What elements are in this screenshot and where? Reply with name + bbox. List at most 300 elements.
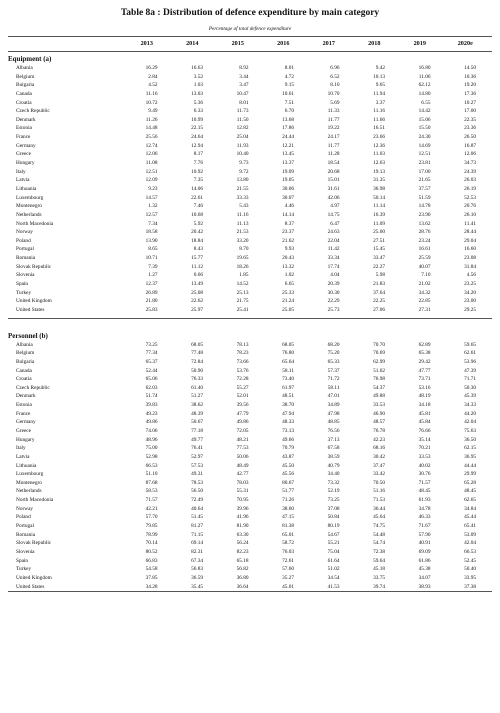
value-cell: 25.73 <box>327 306 340 313</box>
value-cell: 68.05 <box>282 341 294 348</box>
value-cell: 47.15 <box>282 514 294 521</box>
value-cell: 52.53 <box>464 194 476 201</box>
value-cell: 30.76 <box>418 471 431 478</box>
value-cell: 21.02 <box>418 281 431 288</box>
value-cell: 20.39 <box>327 281 340 288</box>
value-cell: 38.62 <box>191 402 203 409</box>
value-cell: 48.96 <box>145 436 158 443</box>
value-cell: 61.97 <box>282 384 294 391</box>
table-row <box>8 565 492 574</box>
value-cell: 81.90 <box>236 523 249 530</box>
value-cell: 59.65 <box>464 341 476 348</box>
value-cell: 70.70 <box>373 341 385 348</box>
value-cell: 42.06 <box>327 194 340 201</box>
value-cell: 52.44 <box>145 367 158 374</box>
value-cell: 10.70 <box>327 90 340 97</box>
year-header: 2016 <box>277 40 290 47</box>
value-cell: 54.58 <box>145 566 158 573</box>
value-cell: 68.05 <box>191 341 203 348</box>
value-cell: 19.09 <box>282 168 294 175</box>
value-cell: 56.82 <box>236 566 249 573</box>
value-cell: 33.47 <box>373 255 385 262</box>
value-cell: 6.96 <box>330 65 340 71</box>
value-cell: 37.57 <box>418 185 431 192</box>
value-cell: 7.34 <box>148 220 158 227</box>
value-cell: 70.79 <box>282 445 294 452</box>
table-row <box>8 263 492 272</box>
table-row <box>8 574 492 583</box>
value-cell: 40.91 <box>418 540 431 547</box>
value-cell: 36.64 <box>236 583 249 590</box>
value-cell: 30.07 <box>282 194 294 201</box>
value-cell: 53.09 <box>464 531 476 538</box>
value-cell: 33.34 <box>327 255 340 262</box>
year-header: 2019 <box>413 40 426 47</box>
value-cell: 7.46 <box>193 203 203 210</box>
value-cell: 53.76 <box>236 367 249 374</box>
value-cell: 71.57 <box>418 479 431 486</box>
value-cell: 21.75 <box>236 298 249 305</box>
value-cell: 4.97 <box>330 203 340 210</box>
value-cell: 48.51 <box>282 393 294 400</box>
country-label: Luxembourg <box>16 471 44 478</box>
country-label: Greece <box>16 151 31 158</box>
value-cell: 54.67 <box>327 531 340 538</box>
value-cell: 16.61 <box>418 246 431 253</box>
value-cell: 6.55 <box>421 99 431 106</box>
value-cell: 10.61 <box>282 90 294 97</box>
country-label: Estonia <box>16 125 32 132</box>
value-cell: 52.45 <box>464 557 476 564</box>
value-cell: 67.58 <box>327 445 340 452</box>
value-cell: 42.04 <box>464 540 476 547</box>
value-cell: 76.33 <box>191 376 203 383</box>
table-row <box>8 116 492 125</box>
value-cell: 34.32 <box>418 289 431 296</box>
value-cell: 9.93 <box>284 246 294 253</box>
value-cell: 6.70 <box>284 108 294 115</box>
value-cell: 65.28 <box>464 479 476 486</box>
value-cell: 8.37 <box>284 220 294 227</box>
table-row <box>8 124 492 133</box>
value-cell: 11.16 <box>373 108 385 115</box>
value-cell: 22.61 <box>191 194 203 201</box>
value-cell: 71.67 <box>418 523 431 530</box>
value-cell: 52.19 <box>327 488 340 495</box>
table-row <box>8 557 492 566</box>
table-row <box>8 522 492 531</box>
value-cell: 73.66 <box>236 358 249 365</box>
country-label: North Macedonia <box>16 220 54 227</box>
table-row <box>8 384 492 393</box>
value-cell: 61.64 <box>327 557 340 564</box>
value-cell: 29.04 <box>464 237 476 244</box>
value-cell: 16.29 <box>145 65 158 71</box>
value-cell: 15.01 <box>327 177 340 184</box>
value-cell: 35.14 <box>418 436 431 443</box>
value-cell: 8.70 <box>239 246 249 253</box>
value-cell: 14.78 <box>418 203 431 210</box>
value-cell: 11.26 <box>145 116 158 123</box>
country-label: Italy <box>16 168 26 175</box>
value-cell: 22.27 <box>373 263 385 270</box>
value-cell: 10.36 <box>464 73 476 80</box>
value-cell: 54.48 <box>373 531 385 538</box>
value-cell: 11.16 <box>145 90 158 97</box>
value-cell: 17.00 <box>418 168 431 175</box>
value-cell: 79.85 <box>145 523 158 530</box>
value-cell: 11.33 <box>327 108 340 115</box>
value-cell: 52.97 <box>191 453 203 460</box>
value-cell: 71.57 <box>145 497 158 504</box>
country-label: Poland <box>16 237 31 244</box>
value-cell: 57.53 <box>191 462 203 469</box>
value-cell: 9.73 <box>239 160 249 167</box>
value-cell: 22.15 <box>191 125 203 132</box>
value-cell: 23.66 <box>373 134 385 141</box>
value-cell: 82.23 <box>236 548 249 555</box>
country-label: Bulgaria <box>16 358 35 365</box>
value-cell: 16.39 <box>373 211 385 218</box>
value-cell: 51.77 <box>282 488 294 495</box>
country-label: United States <box>16 306 45 313</box>
value-cell: 77.53 <box>236 445 249 452</box>
value-cell: 26.89 <box>145 289 158 296</box>
value-cell: 33.20 <box>236 237 249 244</box>
value-cell: 17.86 <box>282 125 294 132</box>
value-cell: 4.46 <box>284 203 294 210</box>
value-cell: 11.93 <box>236 142 249 149</box>
value-cell: 70.69 <box>373 350 385 357</box>
value-cell: 5.92 <box>193 220 203 227</box>
value-cell: 33.53 <box>418 453 431 460</box>
column-header-row <box>8 36 492 52</box>
value-cell: 61.93 <box>418 497 431 504</box>
value-cell: 51.02 <box>327 566 340 573</box>
value-cell: 38.70 <box>282 402 294 409</box>
table-row <box>8 99 492 108</box>
value-cell: 77.34 <box>145 350 158 357</box>
value-cell: 58.11 <box>282 367 294 374</box>
country-label: Slovenia <box>16 548 35 555</box>
value-cell: 13.62 <box>418 220 431 227</box>
value-cell: 65.01 <box>282 531 294 538</box>
table-row <box>8 185 492 194</box>
value-cell: 3.52 <box>193 73 203 80</box>
value-cell: 28.44 <box>464 229 476 236</box>
value-cell: 71.26 <box>282 497 294 504</box>
table-row <box>8 470 492 479</box>
country-label: Netherlands <box>16 211 42 218</box>
table-row <box>8 237 492 246</box>
value-cell: 33.53 <box>373 402 385 409</box>
value-cell: 44.20 <box>464 410 476 417</box>
value-cell: 2.84 <box>148 73 158 80</box>
value-cell: 24.63 <box>327 229 340 236</box>
value-cell: 36.50 <box>464 436 476 443</box>
value-cell: 14.52 <box>236 281 249 288</box>
value-cell: 4.56 <box>466 272 476 279</box>
country-label: Latvia <box>16 453 30 460</box>
value-cell: 57.60 <box>282 566 294 573</box>
value-cell: 22.04 <box>327 237 340 244</box>
value-cell: 12.82 <box>236 125 249 132</box>
value-cell: 11.66 <box>373 116 385 123</box>
value-cell: 12.21 <box>282 142 294 149</box>
country-label: Montenegro <box>16 479 42 486</box>
table-row <box>8 453 492 462</box>
value-cell: 55.31 <box>236 488 249 495</box>
value-cell: 34.54 <box>327 574 340 581</box>
value-cell: 5.43 <box>239 203 249 210</box>
value-cell: 11.77 <box>327 142 340 149</box>
value-cell: 11.94 <box>373 90 385 97</box>
value-cell: 75.63 <box>464 427 476 434</box>
country-label: Denmark <box>16 393 36 400</box>
value-cell: 18.58 <box>145 229 158 236</box>
table-row <box>8 341 492 350</box>
value-cell: 12.37 <box>145 281 158 288</box>
value-cell: 34.28 <box>145 583 158 590</box>
value-cell: 11.73 <box>236 108 249 115</box>
value-cell: 49.31 <box>191 471 203 478</box>
year-header: 2020e <box>457 40 473 47</box>
value-cell: 51.27 <box>191 393 203 400</box>
value-cell: 30.42 <box>373 453 385 460</box>
value-cell: 10.99 <box>191 116 203 123</box>
value-cell: 33.33 <box>236 194 249 201</box>
value-cell: 33.95 <box>464 574 476 581</box>
table-row <box>8 159 492 168</box>
value-cell: 51.02 <box>373 367 385 374</box>
value-cell: 52.98 <box>145 453 158 460</box>
value-cell: 25.83 <box>145 306 158 313</box>
table-row <box>8 73 492 82</box>
value-cell: 54.37 <box>373 384 385 391</box>
value-cell: 30.06 <box>282 185 294 192</box>
value-cell: 36.95 <box>464 453 476 460</box>
value-cell: 23.90 <box>418 211 431 218</box>
country-label: Spain <box>16 281 29 288</box>
value-cell: 52.01 <box>236 393 249 400</box>
value-cell: 10.13 <box>373 73 385 80</box>
value-cell: 4.72 <box>284 73 294 80</box>
value-cell: 8.01 <box>239 99 249 106</box>
value-cell: 12.36 <box>373 142 385 149</box>
country-label: Czech Republic <box>16 384 50 391</box>
country-label: United States <box>16 583 45 590</box>
value-cell: 73.32 <box>327 479 340 486</box>
value-cell: 23.25 <box>464 281 476 288</box>
value-cell: 58.72 <box>282 540 294 547</box>
value-cell: 4.52 <box>148 82 158 89</box>
value-cell: 22.29 <box>327 298 340 305</box>
value-cell: 16.80 <box>418 65 431 71</box>
value-cell: 73.25 <box>327 497 340 504</box>
value-cell: 13.90 <box>145 237 158 244</box>
table-row <box>8 375 492 384</box>
value-cell: 25.97 <box>191 306 203 313</box>
value-cell: 11.08 <box>145 160 158 167</box>
value-cell: 45.39 <box>464 393 476 400</box>
table-row <box>8 513 492 522</box>
value-cell: 56.83 <box>191 566 203 573</box>
personnel-section <box>8 331 492 592</box>
value-cell: 61.86 <box>418 557 431 564</box>
country-label: Turkey <box>16 289 32 296</box>
value-cell: 28.76 <box>418 229 431 236</box>
country-label: Canada <box>16 367 32 374</box>
value-cell: 23.81 <box>418 160 431 167</box>
country-label: Belgium <box>16 73 35 80</box>
value-cell: 21.83 <box>373 281 385 288</box>
value-cell: 10.71 <box>145 255 158 262</box>
value-cell: 76.41 <box>191 445 203 452</box>
table-row <box>8 418 492 427</box>
value-cell: 45.01 <box>282 583 294 590</box>
value-cell: 72.28 <box>236 376 249 383</box>
value-cell: 31.61 <box>327 185 340 192</box>
value-cell: 81.27 <box>191 523 203 530</box>
value-cell: 25.08 <box>191 289 203 296</box>
value-cell: 68.20 <box>327 341 340 348</box>
value-cell: 12.06 <box>145 151 158 158</box>
value-cell: 62.65 <box>464 497 476 504</box>
value-cell: 80.67 <box>282 479 294 486</box>
value-cell: 25.33 <box>282 289 294 296</box>
table-row <box>8 228 492 237</box>
value-cell: 46.33 <box>418 514 431 521</box>
value-cell: 48.39 <box>191 410 203 417</box>
value-cell: 42.23 <box>373 436 385 443</box>
value-cell: 62.61 <box>464 350 476 357</box>
value-cell: 73.71 <box>418 376 431 383</box>
country-label: Croatia <box>16 99 32 106</box>
value-cell: 40.79 <box>327 462 340 469</box>
country-label: France <box>16 410 31 417</box>
value-cell: 7.51 <box>284 99 294 106</box>
personnel-rows <box>8 341 492 592</box>
value-cell: 34.89 <box>327 402 340 409</box>
value-cell: 12.06 <box>464 151 476 158</box>
value-cell: 10.92 <box>191 168 203 175</box>
value-cell: 34.78 <box>418 505 431 512</box>
value-cell: 65.33 <box>327 358 340 365</box>
value-cell: 29.42 <box>418 358 431 365</box>
country-label: Canada <box>16 90 32 97</box>
value-cell: 62.99 <box>373 358 385 365</box>
value-cell: 23.08 <box>464 255 476 262</box>
value-cell: 37.13 <box>327 436 340 443</box>
value-cell: 76.66 <box>418 427 431 434</box>
table-row <box>8 444 492 453</box>
value-cell: 21.53 <box>236 229 249 236</box>
value-cell: 8.65 <box>148 246 158 253</box>
value-cell: 69.09 <box>418 548 431 555</box>
value-cell: 49.86 <box>145 419 158 426</box>
value-cell: 10.47 <box>236 90 249 97</box>
value-cell: 67.34 <box>191 557 203 564</box>
value-cell: 73.25 <box>145 341 158 348</box>
table-subtitle: Percentage of total defence expenditure <box>208 26 292 32</box>
value-cell: 39.74 <box>373 583 385 590</box>
value-cell: 14.42 <box>418 108 431 115</box>
country-label: Hungary <box>16 436 35 443</box>
value-cell: 12.74 <box>145 142 158 149</box>
value-cell: 11.77 <box>327 116 340 123</box>
value-cell: 26.50 <box>464 134 476 141</box>
value-cell: 19.22 <box>327 125 340 132</box>
table-row <box>8 410 492 419</box>
value-cell: 10.68 <box>191 211 203 218</box>
value-cell: 25.59 <box>418 255 431 262</box>
value-cell: 16.51 <box>373 125 385 132</box>
value-cell: 13.45 <box>282 151 294 158</box>
value-cell: 45.81 <box>418 410 431 417</box>
value-cell: 33.75 <box>373 574 385 581</box>
year-header: 2015 <box>231 40 244 47</box>
value-cell: 37.47 <box>373 462 385 469</box>
value-cell: 47.98 <box>327 410 340 417</box>
value-cell: 56.24 <box>236 540 249 547</box>
value-cell: 9.23 <box>148 185 158 192</box>
value-cell: 25.41 <box>236 306 249 313</box>
value-cell: 24.17 <box>327 134 340 141</box>
value-cell: 20.42 <box>191 229 203 236</box>
equipment-rows <box>8 64 492 315</box>
value-cell: 50.06 <box>236 453 249 460</box>
value-cell: 21.24 <box>282 298 294 305</box>
value-cell: 14.50 <box>464 65 476 71</box>
value-cell: 5.36 <box>193 99 203 106</box>
value-cell: 23.00 <box>464 298 476 305</box>
value-cell: 74.75 <box>373 523 385 530</box>
value-cell: 69.14 <box>191 540 203 547</box>
value-cell: 81.38 <box>282 523 294 530</box>
value-cell: 19.20 <box>464 82 476 89</box>
table-row <box>8 297 492 306</box>
value-cell: 14.80 <box>418 90 431 97</box>
table-row <box>8 539 492 548</box>
value-cell: 15.77 <box>191 255 203 262</box>
table-row <box>8 194 492 203</box>
value-cell: 62.12 <box>418 82 431 89</box>
table-row <box>8 496 492 505</box>
value-cell: 51.74 <box>145 393 158 400</box>
value-cell: 50.90 <box>191 367 203 374</box>
value-cell: 58.11 <box>327 384 340 391</box>
value-cell: 7.35 <box>193 177 203 184</box>
value-cell: 75.20 <box>327 350 340 357</box>
value-cell: 72.84 <box>191 358 203 365</box>
value-cell: 66.53 <box>145 462 158 469</box>
value-cell: 34.84 <box>464 505 476 512</box>
value-cell: 49.77 <box>191 436 203 443</box>
country-label: Hungary <box>16 160 35 167</box>
value-cell: 47.77 <box>418 367 431 374</box>
value-cell: 11.42 <box>327 246 340 253</box>
country-label: Germany <box>16 142 36 149</box>
value-cell: 71.72 <box>327 376 340 383</box>
value-cell: 12.51 <box>418 151 431 158</box>
document-page <box>8 8 492 705</box>
value-cell: 76.78 <box>373 427 385 434</box>
value-cell: 36.44 <box>373 505 385 512</box>
value-cell: 1.32 <box>148 203 158 210</box>
value-cell: 51.16 <box>373 488 385 495</box>
value-cell: 15.06 <box>418 116 431 123</box>
value-cell: 71.53 <box>373 497 385 504</box>
